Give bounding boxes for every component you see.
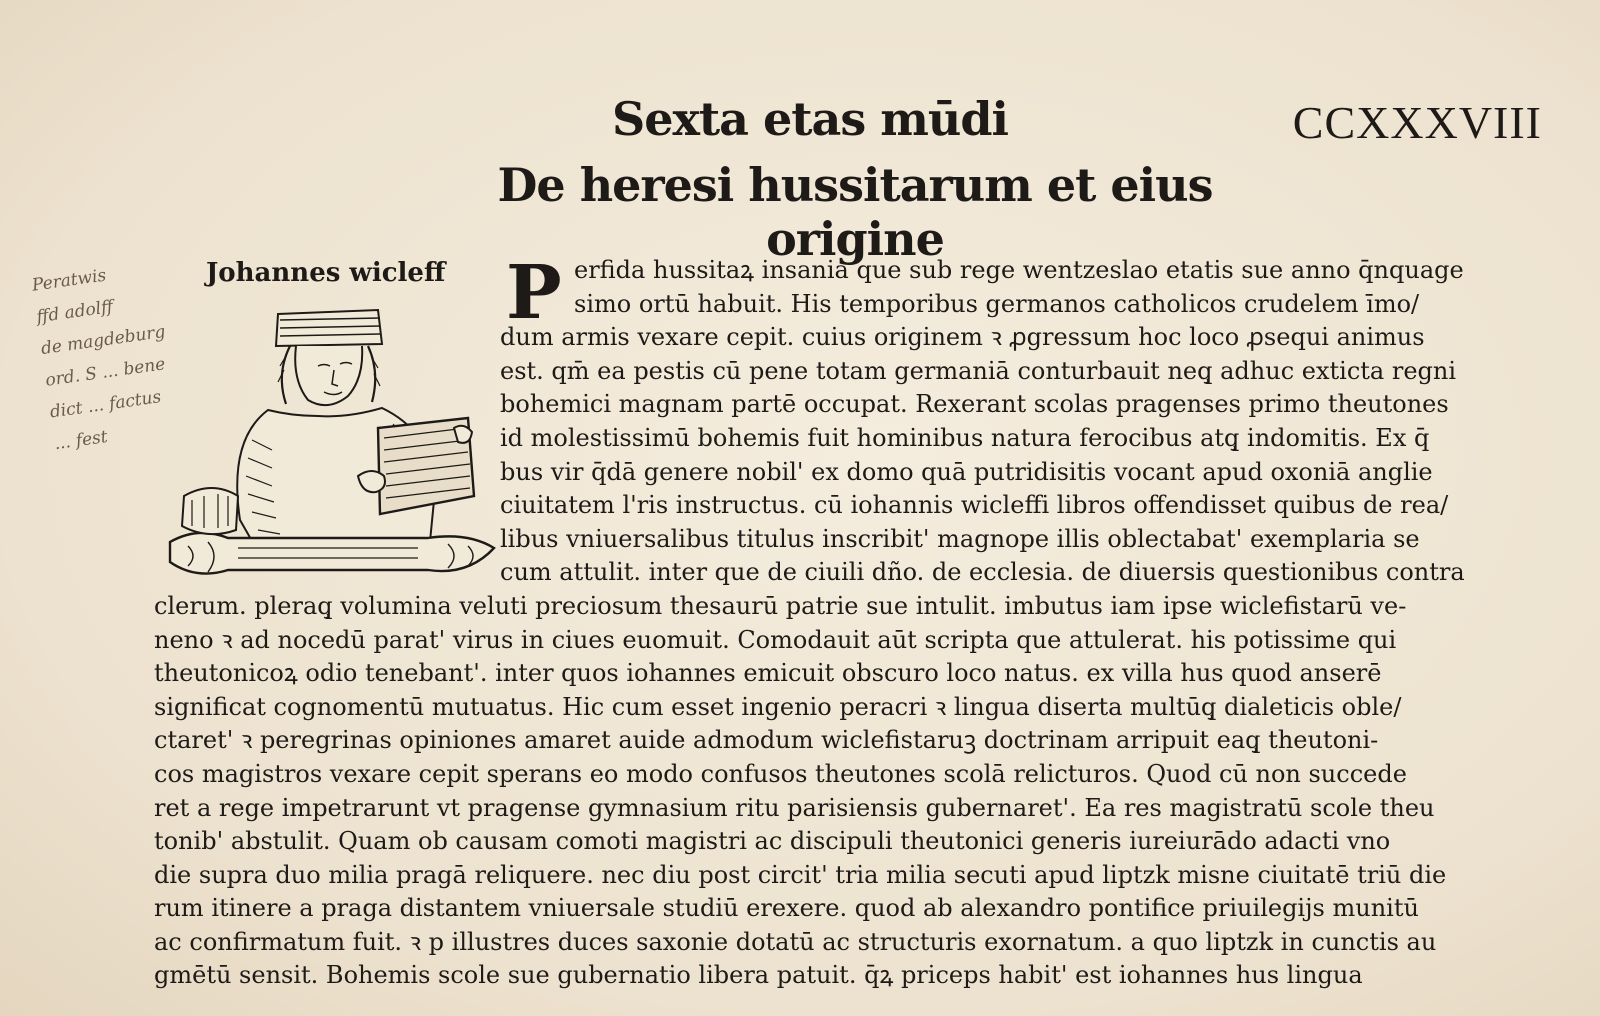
running-title: Sexta etas mūdi [612, 92, 1008, 146]
body-text [154, 250, 1530, 993]
text-line: dum armis vexare cepit. cuius originem ꝛ ꝓgressum hoc loco ꝓsequi animus [500, 323, 1425, 352]
decorated-initial: P [506, 250, 562, 336]
text-line: ret a rege impetrarunt vt pragense gymnasium ritu parisiensis gubernaret'. Ea res magistratū scole theu [154, 793, 1435, 822]
text-line: rum itinere a praga distantem vniuersale studiū erexere. quod ab alexandro pontifice priuilegijs munitū [154, 894, 1419, 923]
portrait-caption: Johannes wicleff [206, 258, 446, 288]
text-line: id molestissimū bohemis fuit hominibus natura ferocibus atq̧ indomitis. Ex q̄ [500, 423, 1430, 452]
text-line: erfida hussitaꝝ insania que sub rege wentzeslao etatis sue anno q̄nquage [574, 256, 1464, 284]
text-line: ciuitatem l'ris instructus. cū iohannis wicleffi libros offendisset quibus de rea/ [500, 491, 1449, 520]
text-line: neno ꝛ ad nocedū parat' virus in ciues euomuit. Comodauit aūt scripta que attulerat. his potissime qui [154, 625, 1397, 654]
text-line: cum attulit. inter que de ciuili dño. de ecclesia. de diuersis questionibus contra [500, 558, 1465, 587]
text-line: clerum. pleraq̧ volumina veluti preciosum thesaurū patrie sue intulit. imbutus iam ipse wiclefistarū ve- [154, 591, 1407, 620]
chapter-title: De heresi hussitarum et eius origine [497, 158, 1213, 266]
text-line: bus vir q̄dā genere nobil' ex domo quā putridisitis vocant apud oxoniā anglie [500, 457, 1433, 486]
text-line: libus vniuersalibus titulus inscribit' magnope illis oblectabat' exemplaria se [500, 524, 1420, 553]
text-line: gmētū sensit. Bohemis scole sue gubernatio libera patuit. q̄ꝝ priceps habit' est iohannes hus lingua [154, 961, 1363, 990]
text-line: cos magistros vexare cepit sperans eo modo confusos theutones scolā relicturos. Quod cū non succede [154, 759, 1407, 788]
marginalia-line: ... fest [53, 426, 109, 455]
marginalia-line: ffd adolff [35, 296, 115, 328]
text-line: ctaret' ꝛ peregrinas opiniones amaret auide admodum wiclefistaruꝫ doctrinam arripuit eaq̧ theutoni- [154, 726, 1379, 755]
text-line: theutonicoꝝ odio tenebant'. inter quos iohannes emicuit obscuro loco natus. ex villa hus quod anserē [154, 659, 1382, 688]
marginalia-line: Peratwis [30, 265, 108, 296]
text-line: die supra duo milia pragā reliquere. nec diu post circit' tria milia secuti apud liptzk misne ciuitatē triū die [154, 860, 1447, 889]
text-line: significat cognomentū mutuatus. Hic cum esset ingenio peracri ꝛ lingua diserta multūq̧ dialeticis oble/ [154, 692, 1402, 721]
text-line: ac confirmatum fuit. ꝛ p illustres duces saxonie dotatū ac structuris exornatum. a quo liptzk in cunctis au [154, 927, 1437, 956]
marginalia-line: de magdeburg [39, 321, 167, 360]
marginalia-line: ord. S ... bene [44, 354, 167, 391]
text-line: tonib' abstulit. Quam ob causam comoti magistri ac discipuli theutonici generis iureiurādo adacti vno [154, 827, 1391, 856]
folio-number: CCXXXVIII [1292, 97, 1542, 148]
marginalia-line: dict ... factus [48, 387, 163, 423]
text-line: est. qm̄ ea pestis cū pene totam germaniā conturbauit neq̧ adhuc exticta regni [500, 356, 1457, 385]
text-line: simo ortū habuit. His temporibus germanos catholicos crudelem īmo/ [574, 289, 1420, 318]
text-line: bohemici magnam partē occupat. Rexerant scolas pragenses primo theutones [500, 390, 1449, 419]
